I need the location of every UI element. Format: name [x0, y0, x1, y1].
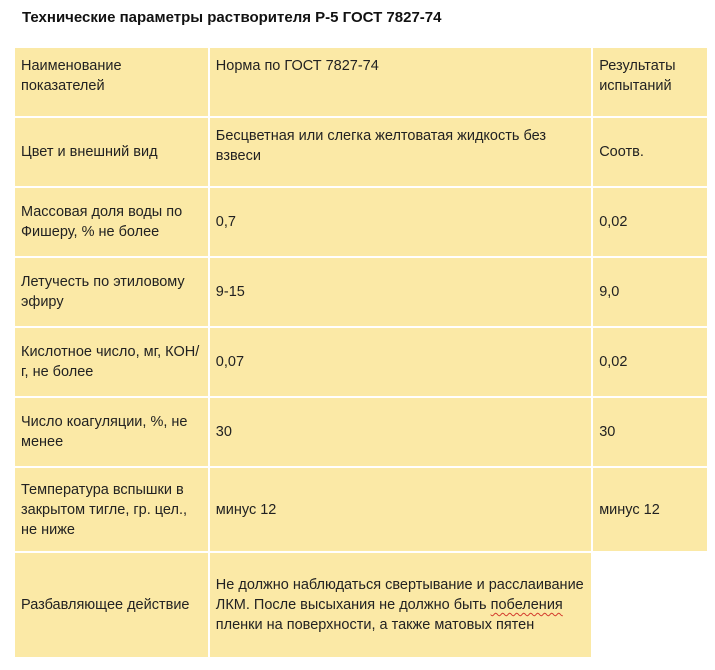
table-header-row [15, 48, 707, 116]
cell-name: Летучесть по этиловому эфиру [15, 258, 208, 326]
cell-norm: 0,7 [210, 188, 591, 256]
header-name: Наименование показателей [15, 48, 208, 116]
table-row [15, 118, 707, 186]
cell-norm: минус 12 [210, 468, 591, 551]
table-row [15, 398, 707, 466]
table-row [15, 188, 707, 256]
cell-name: Кислотное число, мг, КОН/г, не более [15, 328, 208, 396]
cell-result: минус 12 [593, 468, 707, 551]
table-row [15, 553, 707, 657]
cell-norm: 9-15 [210, 258, 591, 326]
cell-norm: 0,07 [210, 328, 591, 396]
table-row [15, 468, 707, 551]
table-row [15, 258, 707, 326]
table-row [15, 328, 707, 396]
cell-result: Соотв. [593, 118, 707, 186]
cell-norm: Бесцветная или слегка желтоватая жидкость без взвеси [210, 118, 591, 186]
cell-name: Разбавляющее действие [15, 553, 208, 657]
cell-result: 0,02 [593, 188, 707, 256]
cell-result: 9,0 [593, 258, 707, 326]
cell-result: 0,02 [593, 328, 707, 396]
cell-name: Цвет и внешний вид [15, 118, 208, 186]
cell-norm: 30 [210, 398, 591, 466]
cell-norm [210, 553, 591, 657]
cell-name: Число коагуляции, %, не менее [15, 398, 208, 466]
header-result: Результаты испытаний [593, 48, 707, 116]
spec-table [13, 46, 709, 659]
cell-result: 30 [593, 398, 707, 466]
cell-name: Температура вспышки в закрытом тигле, гр. цел., не ниже [15, 468, 208, 551]
document-title: Технические параметры растворителя Р-5 ГОСТ 7827-74 [22, 9, 442, 26]
header-norm: Норма по ГОСТ 7827-74 [210, 48, 591, 116]
cell-result-empty [593, 553, 707, 657]
norm-text-start: Не должно наблюдаться свертывание и расслаивание ЛКМ. После высыхания не должно быть [215, 577, 584, 613]
norm-text-end: пленки на поверхности, а также матовых пятен [215, 617, 535, 633]
cell-name: Массовая доля воды по Фишеру, % не более [15, 188, 208, 256]
spellcheck-flagged-word[interactable]: побеления [490, 597, 563, 613]
